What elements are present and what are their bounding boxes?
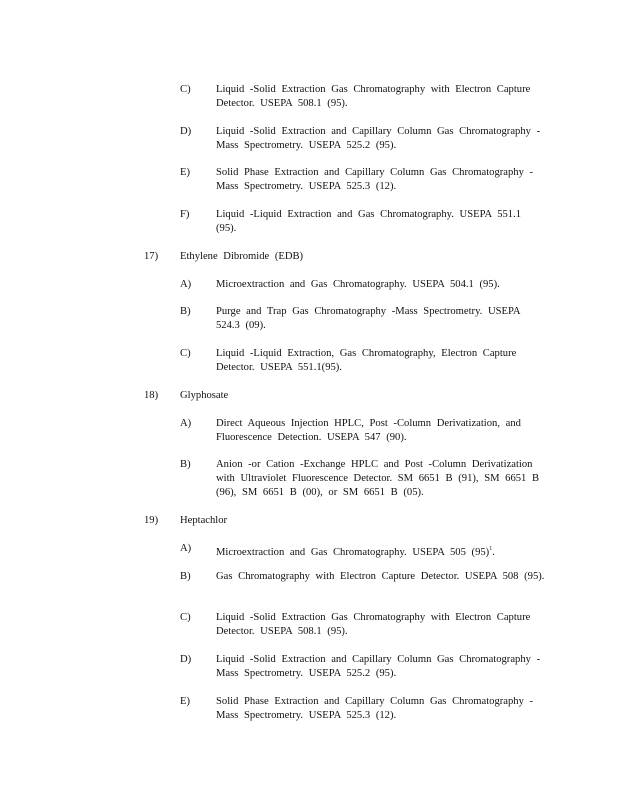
- item-letter: B): [180, 459, 191, 470]
- item-letter: B): [180, 571, 191, 582]
- item-letter: D): [180, 654, 192, 665]
- item-text: Liquid -Solid Extraction Gas Chromatography with Electron Capture Detector. USEPA 508.1 (95).: [216, 612, 531, 637]
- footnote-marker: 1: [489, 546, 493, 552]
- item-letter: C): [180, 348, 191, 359]
- item-text-trail: .: [492, 547, 495, 558]
- item-text: Solid Phase Extraction and Capillary Column Gas Chromatography -Mass Spectrometry. USEPA 525.3 (12).: [216, 167, 534, 192]
- item-text: Liquid -Solid Extraction Gas Chromatography with Electron Capture Detector. USEPA 508.1 (95).: [216, 84, 531, 109]
- item-letter: B): [180, 306, 191, 317]
- item-letter: C): [180, 612, 191, 623]
- section-title: Heptachlor: [180, 515, 228, 526]
- item-text: Direct Aqueous Injection HPLC, Post -Column Derivatization, and Fluorescence Detection. USEPA 547 (90).: [216, 418, 521, 443]
- item-text: Liquid -Solid Extraction and Capillary Column Gas Chromatography -Mass Spectrometry. USEPA 525.2 (95).: [216, 654, 541, 679]
- item-text: Liquid -Liquid Extraction and Gas Chromatography. USEPA 551.1 (95).: [216, 209, 522, 234]
- section-number: 18): [144, 390, 159, 401]
- item-letter: E): [180, 696, 190, 707]
- item-text: Microextraction and Gas Chromatography. USEPA 504.1 (95).: [216, 279, 500, 290]
- item-text: Liquid -Solid Extraction and Capillary Column Gas Chromatography -Mass Spectrometry. USEPA 525.2 (95).: [216, 126, 541, 151]
- section-title: Ethylene Dibromide (EDB): [180, 251, 304, 262]
- section-title: Glyphosate: [180, 390, 229, 401]
- item-letter: F): [180, 209, 190, 220]
- item-letter: A): [180, 543, 192, 554]
- item-letter: C): [180, 84, 191, 95]
- item-text: Purge and Trap Gas Chromatography -Mass Spectrometry. USEPA 524.3 (09).: [216, 306, 520, 331]
- item-letter: E): [180, 167, 190, 178]
- section-number: 17): [144, 251, 159, 262]
- section-number: 19): [144, 515, 159, 526]
- item-text: Solid Phase Extraction and Capillary Column Gas Chromatography -Mass Spectrometry. USEPA 525.3 (12).: [216, 696, 534, 721]
- item-letter: D): [180, 126, 192, 137]
- item-text: Anion -or Cation -Exchange HPLC and Post -Column Derivatization with Ultraviolet Fluorescence Detector. SM 6651 B (91), SM 6651 B (96), SM 6651 B (00), or SM 6651 B (05).: [216, 459, 540, 498]
- item-text: Gas Chromatography with Electron Capture Detector. USEPA 508 (95).: [216, 571, 545, 582]
- item-letter: A): [180, 418, 192, 429]
- item-text: [216, 542, 546, 560]
- item-letter: A): [180, 279, 192, 290]
- item-text-body: Microextraction and Gas Chromatography. USEPA 505 (95): [216, 547, 490, 558]
- item-text: Liquid -Liquid Extraction, Gas Chromatography, Electron Capture Detector. USEPA 551.1(95).: [216, 348, 517, 373]
